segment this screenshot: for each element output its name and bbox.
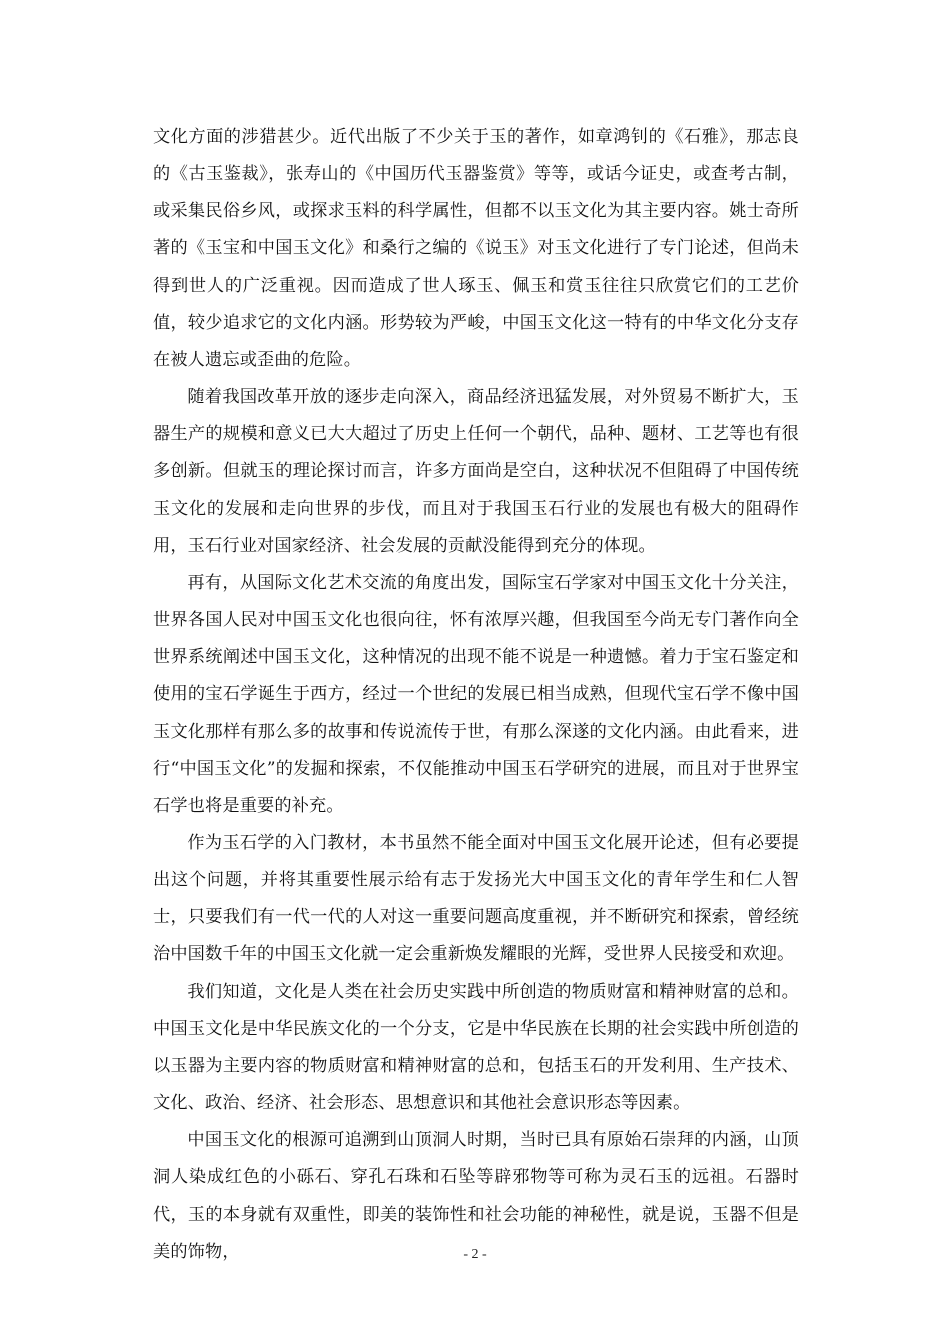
page-number: - 2 - <box>463 1247 487 1262</box>
paragraph: 随着我国改革开放的逐步走向深入，商品经济迅猛发展，对外贸易不断扩大，玉器生产的规模和意义已大大超过了历史上任何一个朝代，品种、题材、工艺等也有很多创新。但就玉的理论探讨而言，许多方面尚是空白，这种状况不但阻碍了中国传统玉文化的发展和走向世界的步伐，而且对于我国玉石行业的发展也有极大的阻碍作用，玉石行业对国家经济、社会发展的贡献没能得到充分的体现。 <box>153 387 799 556</box>
paragraph: 我们知道，文化是人类在社会历史实践中所创造的物质财富和精神财富的总和。中国玉文化是中华民族文化的一个分支，它是中华民族在长期的社会实践中所创造的以玉器为主要内容的物质财富和精神财富的总和，包括玉石的开发利用、生产技术、文化、政治、经济、社会形态、思想意识和其他社会意识形态等因素。 <box>153 981 799 1114</box>
body-text <box>153 119 799 1271</box>
paragraph: 作为玉石学的入门教材，本书虽然不能全面对中国玉文化展开论述，但有必要提出这个问题，并将其重要性展示给有志于发扬光大中国玉文化的青年学生和仁人智士，只要我们有一代一代的人对这一重要问题高度重视，并不断研究和探索，曾经统治中国数千年的中国玉文化就一定会重新焕发耀眼的光辉，受世界人民接受和欢迎。 <box>153 832 799 965</box>
paragraph: 中国玉文化的根源可追溯到山顶洞人时期，当时已具有原始石崇拜的内涵，山顶洞人染成红色的小砾石、穿孔石珠和石坠等辟邪物等可称为灵石玉的远祖。石器时代，玉的本身就有双重性，即美的装饰性和社会功能的神秘性，就是说，玉器不但是美的饰物， <box>153 1130 799 1262</box>
paragraph: 再有，从国际文化艺术交流的角度出发，国际宝石学家对中国玉文化十分关注，世界各国人民对中国玉文化也很向往，怀有浓厚兴趣，但我国至今尚无专门著作向全世界系统阐述中国玉文化，这种情况的出现不能不说是一种遗憾。着力于宝石鉴定和使用的宝石学诞生于西方，经过一个世纪的发展已相当成熟，但现代宝石学不像中国玉文化那样有那么多的故事和传说流传于世，有那么深遂的文化内涵。由此看来，进行“中国玉文化”的发掘和探索，不仅能推动中国玉石学研究的进展，而且对于世界宝石学也将是重要的补充。 <box>153 572 799 816</box>
paragraph-continued: 文化方面的涉猎甚少。近代出版了不少关于玉的著作，如章鸿钊的《石雅》，那志良的《古玉鉴裁》，张寿山的《中国历代玉器鉴赏》等等，或话今证史，或查考古制，或采集民俗乡风，或探求玉料的科学属性，但都不以玉文化为其主要内容。姚士奇所著的《玉宝和中国玉文化》和桑行之编的《说玉》对玉文化进行了专门论述，但尚未得到世人的广泛重视。因而造成了世人琢玉、佩玉和赏玉往往只欣赏它们的工艺价值，较少追求它的文化内涵。形势较为严峻，中国玉文化这一特有的中华文化分支存在被人遗忘或歪曲的危险。 <box>153 127 799 370</box>
